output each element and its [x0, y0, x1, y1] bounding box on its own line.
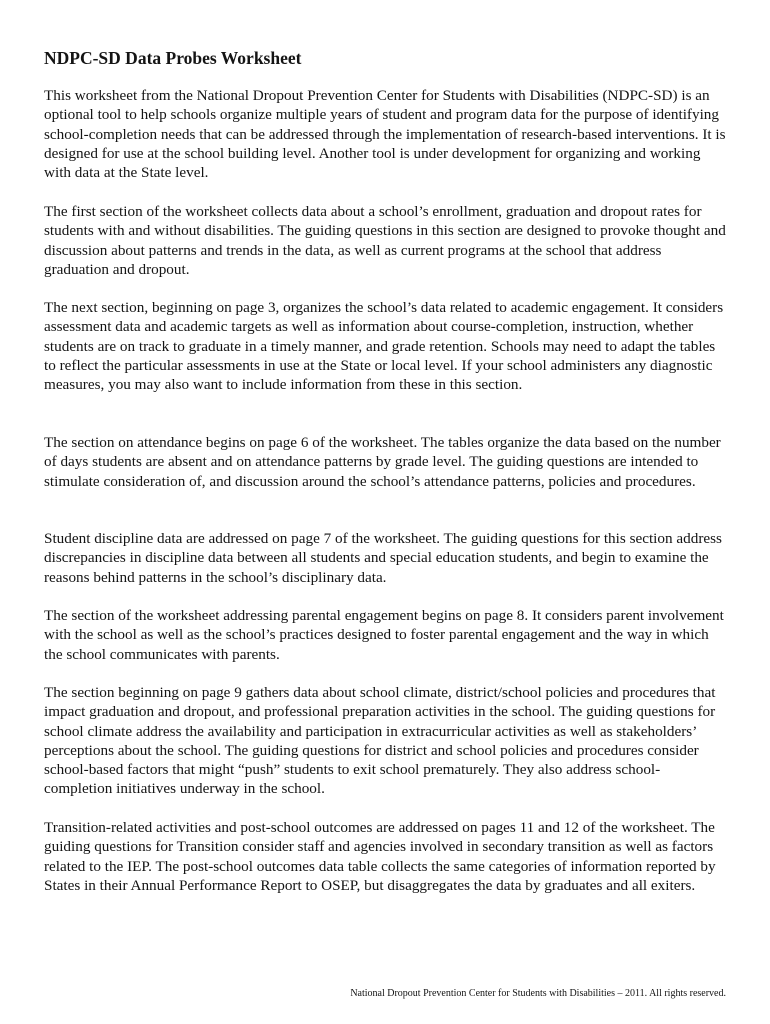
- enrollment-section-paragraph: The first section of the worksheet collects data about a school’s enrollment, graduation and dropout rates for students with and without disabilities. The guiding questions in this section are designed to provoke thought and discussion about patterns and trends in the data, as well as current programs at the school that address graduation and dropout.: [44, 203, 726, 278]
- page-title: NDPC-SD Data Probes Worksheet: [44, 48, 302, 68]
- intro-paragraph: This worksheet from the National Dropout Prevention Center for Students with Disabilities (NDPC-SD) is an optional tool to help schools organize multiple years of student and program data for the purpose of identifying school-completion needs that can be addressed through the implementation of research-based interventions. It is designed for use at the school building level. Another tool is under development for organizing and working with data at the State level.: [44, 87, 726, 182]
- academic-engagement-paragraph: The next section, beginning on page 3, organizes the school’s data related to academic engagement. It considers assessment data and academic targets as well as information about course-completion, instruction, whether students are on track to graduate in a timely manner, and grade retention. Schools may need to adapt the tables to reflect the particular assessments in use at the State or local level. If your school administers any diagnostic measures, you may also want to include information from these in this section.: [44, 299, 724, 394]
- page-footer: National Dropout Prevention Center for Students with Disabilities – 2011. All rights reserved.: [350, 988, 726, 999]
- transition-paragraph: Transition-related activities and post-school outcomes are addressed on pages 11 and 12 of the worksheet. The guiding questions for Transition consider staff and agencies involved in secondary transition as well as factors related to the IEP. The post-school outcomes data table collects the same categories of information reported by States in their Annual Performance Report to OSEP, but disaggregates the data by graduates and all exiters.: [44, 819, 716, 894]
- school-climate-paragraph: The section beginning on page 9 gathers data about school climate, district/school policies and procedures that impact graduation and dropout, and professional preparation activities in the school. The guiding questions for school climate address the availability and participation in extracurricular activities as well as stakeholders’ perceptions about the school. The guiding questions for district and school policies and procedures consider school-based factors that might “push” students to exit school prematurely. They also address school-completion initiatives underway in the school.: [44, 684, 716, 798]
- attendance-paragraph: The section on attendance begins on page 6 of the worksheet. The tables organize the data based on the number of days students are absent and on attendance patterns by grade level. The guiding questions are intended to stimulate consideration of, and discussion around the school’s attendance patterns, policies and procedures.: [44, 434, 721, 490]
- discipline-paragraph: Student discipline data are addressed on page 7 of the worksheet. The guiding questions for this section address discrepancies in discipline data between all students and special education students, and begin to examine the reasons behind patterns in the school’s disciplinary data.: [44, 530, 722, 586]
- parental-engagement-paragraph: The section of the worksheet addressing parental engagement begins on page 8. It considers parent involvement with the school as well as the school’s practices designed to foster parental engagement and the way in which the school communicates with parents.: [44, 607, 724, 663]
